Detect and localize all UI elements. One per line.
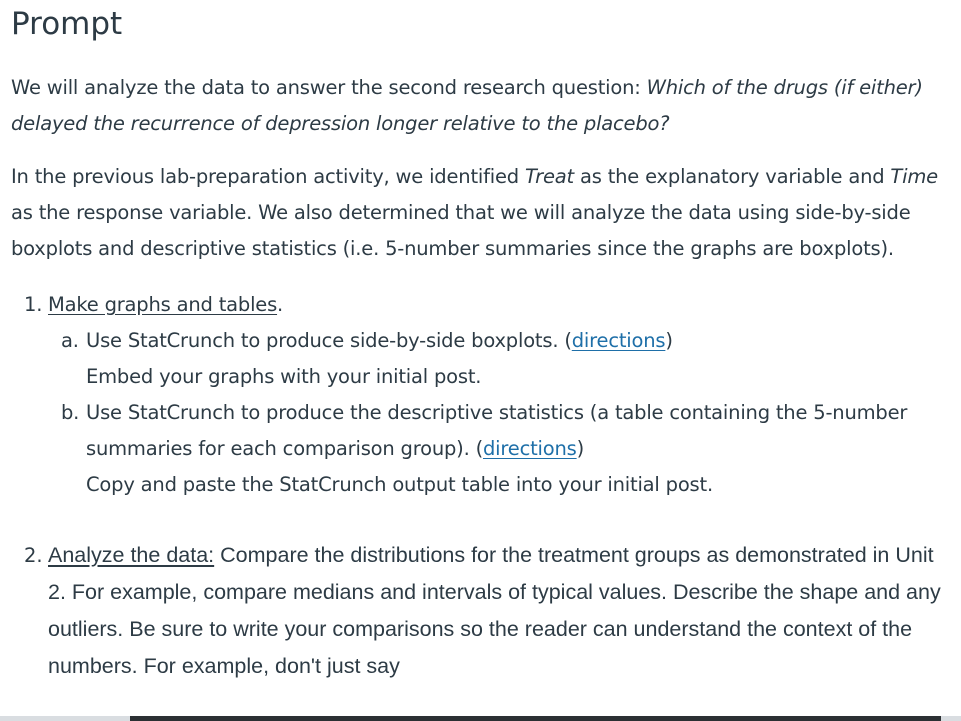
subitem-instruction: Use StatCrunch to produce the descriptive statistics (a table containing the 5-number summaries for each comparison group). (: [86, 401, 908, 460]
subitem-text: [86, 323, 946, 359]
explanatory-variable: Treat: [524, 165, 574, 188]
horizontal-scrollbar[interactable]: [0, 716, 961, 721]
step-analyze-data: [11, 537, 946, 685]
step-heading-text: Make graphs and tables: [48, 293, 278, 316]
step-make-graphs: [11, 287, 946, 503]
step-heading: [48, 287, 946, 323]
step-number: 2.: [24, 544, 43, 567]
scrollbar-thumb[interactable]: [130, 716, 941, 721]
subitem-letter: b.: [61, 401, 80, 424]
step-heading-text: Analyze the data:: [48, 543, 215, 567]
step-number: 1.: [24, 293, 43, 316]
intro-lead: We will analyze the data to answer the second research question:: [11, 76, 647, 99]
previous-text-2: as the explanatory variable and: [573, 165, 891, 188]
subitem-descriptive-stats: [61, 395, 946, 503]
page-title: Prompt: [11, 6, 123, 42]
previous-text-1: In the previous lab-preparation activity, we identified: [11, 165, 525, 188]
subitem-boxplots: [61, 323, 946, 395]
step-body: [48, 537, 946, 685]
subitem-instruction: Use StatCrunch to produce side-by-side boxplots. (: [86, 329, 572, 352]
subitem-letter: a.: [61, 329, 79, 352]
steps-list: [11, 287, 946, 685]
step-description: Compare the distributions for the treatment groups as demonstrated in Unit 2. For example, compare medians and intervals of typical values. Describe the shape and any outliers. Be sure to write your comparisons so the reader can understand the context of the numbers. For example, don't just say: [48, 543, 941, 678]
previous-activity-paragraph: [11, 159, 946, 267]
subitem-text: [86, 395, 946, 467]
research-question: Which of the drugs (if either) delayed the recurrence of depression longer relative to the placebo?: [11, 76, 923, 135]
step-heading-suffix: .: [277, 293, 284, 316]
subitem-close-paren: ): [665, 329, 673, 352]
response-variable: Time: [890, 165, 938, 188]
intro-paragraph: [11, 70, 946, 142]
directions-link[interactable]: directions: [571, 329, 666, 352]
prompt-content: [11, 0, 946, 685]
previous-text-3: as the response variable. We also determined that we will analyze the data using side-by-side boxplots and descriptive statistics (i.e. 5-number summaries since the graphs are boxplots).: [11, 201, 911, 260]
directions-link[interactable]: directions: [483, 437, 577, 460]
subitem-note: Copy and paste the StatCrunch output table into your initial post.: [86, 473, 713, 496]
subitem-close-paren: ): [576, 437, 585, 460]
subitem-note: Embed your graphs with your initial post.: [86, 365, 482, 388]
